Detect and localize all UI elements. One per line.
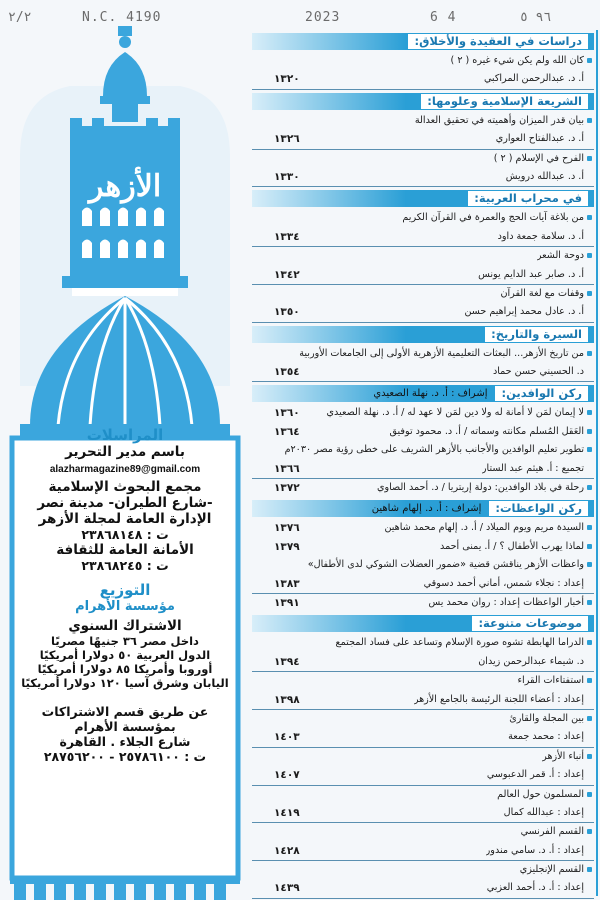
section-title: ركن الواعظات: bbox=[489, 501, 588, 516]
article-author: تجميع : أ. هيثم عبد الستار bbox=[481, 462, 584, 474]
article-author: إعداد : محمد جمعة bbox=[508, 731, 584, 743]
page-number: ١٣٣٠ bbox=[274, 170, 300, 183]
contact-info bbox=[12, 426, 238, 764]
section-heading bbox=[252, 500, 594, 517]
article-title: من تاريخ الأزهر... البعثات التعليمية الأزهرية الأولى إلى الجامعات الأوربية bbox=[299, 347, 584, 359]
address-line: -شارع الطيران- مدينة نصر bbox=[37, 495, 213, 511]
archive-mark: ٩٦ ٥ bbox=[520, 10, 552, 25]
page-number: ١٣٢٦ bbox=[274, 133, 300, 146]
page-number: ١٣٨٣ bbox=[274, 577, 300, 590]
section-heading bbox=[252, 615, 594, 632]
article-title-row bbox=[252, 285, 594, 303]
article-author: إعداد : أ. د. أحمد العزبي bbox=[486, 882, 584, 894]
article-author: إعداد : أعضاء اللجنة الرئيسة بالجامع الأزهر bbox=[413, 693, 584, 705]
section-title: في محراب العربية: bbox=[468, 191, 588, 206]
page-number: ١٣٥٤ bbox=[274, 366, 300, 379]
article-author: إعداد : نجلاء شمس، أماني أحمد دسوقي bbox=[423, 577, 584, 589]
article-author-row bbox=[252, 879, 594, 898]
article-title-row bbox=[252, 594, 594, 612]
address-line: مجمع البحوث الإسلامية bbox=[48, 479, 202, 495]
page-number: ١٣٩٤ bbox=[274, 655, 300, 668]
page-number: ١٣٩١ bbox=[274, 596, 300, 609]
page-number: ١٣٤٢ bbox=[274, 268, 300, 281]
article-author: أ. د. عبدالله درويش bbox=[505, 170, 584, 182]
article-title-row bbox=[252, 209, 594, 227]
article-author-row bbox=[252, 363, 594, 382]
article-title: القسم الإنجليزي bbox=[519, 864, 584, 876]
toc-side-rule bbox=[596, 30, 598, 896]
section-heading bbox=[252, 190, 594, 207]
email-address: alazharmagazine89@gmail.com bbox=[49, 464, 201, 475]
archive-mark: ٢/٢ bbox=[8, 10, 32, 25]
page-number: ١٣٢٠ bbox=[274, 73, 300, 86]
page-number: ١٣٧٢ bbox=[274, 482, 300, 495]
correspondence-heading: المراسلات bbox=[86, 426, 164, 444]
article-title: أنباء الأزهر bbox=[542, 750, 584, 762]
section-title: الشريعة الإسلامية وعلومها: bbox=[421, 94, 588, 109]
article-title: العَقل المُسلم مكانته وسماته / أ. د. محمود توفيق bbox=[389, 425, 584, 437]
article-title: المسلمون حول العالم bbox=[497, 788, 584, 800]
article-title-row bbox=[252, 748, 594, 766]
article-author-row bbox=[252, 653, 594, 672]
article-author-row bbox=[252, 303, 594, 322]
page-number: ١٣٣٤ bbox=[274, 230, 300, 243]
page-number: ١٣٧٦ bbox=[274, 522, 300, 535]
article-author-row bbox=[252, 804, 594, 823]
article-title-row bbox=[252, 345, 594, 363]
page-number: ١٤٢٨ bbox=[274, 844, 300, 857]
article-title: أخبار الواعظات إعداد : روان محمد يس bbox=[428, 596, 584, 608]
article-title: لماذا يهرب الأطفال ؟ / أ. يمنى أحمد bbox=[440, 540, 584, 552]
article-title: كان الله ولم يكن شيء غيره ( ٢ ) bbox=[450, 55, 584, 66]
article-title: لا إيمان لمَن لا أمانة له ولا دين لمَن لا عهد له / أ. د. نهلة الصعيدي bbox=[326, 407, 584, 419]
article-author-row bbox=[252, 766, 594, 785]
secretariat-name: الأمانة العامة للثقافة bbox=[56, 542, 194, 558]
article-title: استفتاءات القراء bbox=[517, 675, 584, 687]
subscription-heading: الاشتراك السنوي bbox=[68, 618, 182, 634]
article-title-row bbox=[252, 404, 594, 422]
page-number: ١٤٣٩ bbox=[274, 882, 300, 895]
section-heading bbox=[252, 326, 594, 343]
article-title-row bbox=[252, 519, 594, 537]
article-title-row bbox=[252, 556, 594, 574]
article-title: القسم الفرنسي bbox=[520, 826, 584, 838]
page-number: ١٤٠٣ bbox=[274, 731, 300, 744]
article-title: دوحة الشعر bbox=[536, 250, 584, 262]
article-author-row bbox=[252, 130, 594, 149]
article-title-row bbox=[252, 538, 594, 556]
article-title-row bbox=[252, 861, 594, 879]
section-supervisor: إشراف : أ. د. إلهام شاهين bbox=[371, 503, 482, 515]
page-number: ١٣٦٤ bbox=[274, 425, 300, 438]
article-title: رحلة في بلاد الوافدين: دولة إريتريا / د. أحمد الصاوي bbox=[376, 482, 584, 494]
page-number: ١٣٦٦ bbox=[274, 462, 300, 475]
article-author: إعداد : أ. قمر الدعبوسي bbox=[486, 769, 584, 781]
section-heading bbox=[252, 93, 594, 110]
table-of-contents bbox=[252, 30, 594, 896]
correspondence-name: باسم مدير التحرير bbox=[65, 444, 185, 460]
section-title: ركن الوافدين: bbox=[495, 386, 588, 401]
article-title-row bbox=[252, 823, 594, 841]
archive-mark: 6 4 bbox=[430, 10, 457, 25]
page-number: ١٤١٩ bbox=[274, 806, 300, 819]
article-author-row bbox=[252, 228, 594, 247]
article-title-row bbox=[252, 247, 594, 265]
article-title-row bbox=[252, 441, 594, 459]
article-author: إعداد : عبدالله كمال bbox=[503, 806, 584, 818]
subscription-line: اليابان وشرق آسيا ١٢٠ دولارا أمريكيًا bbox=[21, 676, 229, 690]
article-title-row bbox=[252, 786, 594, 804]
article-author-row bbox=[252, 728, 594, 747]
article-title-row bbox=[252, 423, 594, 441]
section-heading bbox=[252, 385, 594, 402]
article-author-row bbox=[252, 266, 594, 285]
article-author: أ. د. عبدالرحمن المراكبي bbox=[483, 73, 584, 85]
page-number: ١٣٦٠ bbox=[274, 407, 300, 420]
article-author-row bbox=[252, 691, 594, 710]
article-author-row bbox=[252, 70, 594, 89]
phone-number: ت : ٢٥٧٨٦١٠٠ - ٢٨٧٥٦٢٠٠ bbox=[43, 749, 207, 764]
article-author-row bbox=[252, 842, 594, 861]
mosque-banner bbox=[0, 26, 250, 900]
article-title: واعظات الأزهر يناقشن قضية «ضمور العضلات الشوكي لدى الأطفال» bbox=[307, 559, 584, 571]
distribution-heading: التوزيع bbox=[99, 581, 151, 599]
article-title: الفرح في الإسلام ( ٢ ) bbox=[493, 152, 584, 164]
article-title: السيدة مريم ويوم الميلاد / أ. د. إلهام محمد شاهين bbox=[384, 522, 584, 534]
article-title-row bbox=[252, 479, 594, 497]
article-title-row bbox=[252, 672, 594, 690]
article-author: أ. د. عادل محمد إبراهيم حسن bbox=[464, 306, 584, 318]
article-title: من بلاغة آيات الحج والعمرة في القرآن الكريم bbox=[402, 212, 584, 224]
page-number: ١٤٠٧ bbox=[274, 769, 300, 782]
section-supervisor: إشراف : أ. د. نهلة الصعيدي bbox=[373, 388, 488, 400]
article-author: د. شيماء عبدالرحمن زيدان bbox=[478, 655, 584, 667]
article-author: د. الحسيني حسن حماد bbox=[492, 366, 584, 378]
section-title: دراسات في العقيدة والأخلاق: bbox=[408, 34, 588, 49]
article-title: بيان قدر الميزان وأهميته في تحقيق العدالة bbox=[414, 114, 584, 126]
article-author: أ. د. سلامة جمعة داود bbox=[497, 230, 584, 242]
alazhar-logo: الأزهر bbox=[88, 169, 162, 204]
phone-number: ت : ٢٣٨٦٨١٤٨ bbox=[81, 527, 169, 542]
article-title-row bbox=[252, 112, 594, 130]
subscription-line: أوروبا وأمريكا ٨٥ دولارا أمريكيًا bbox=[37, 662, 213, 676]
article-author-row bbox=[252, 575, 594, 594]
article-author: أ. د. عبدالفتاح العواري bbox=[495, 133, 584, 145]
page-number: ١٣٧٩ bbox=[274, 540, 300, 553]
section-heading bbox=[252, 33, 594, 50]
subscription-line: داخل مصر ٣٦ جنيهًا مصريًا bbox=[51, 634, 199, 648]
subscriptions-via: شارع الجلاء . القاهرة bbox=[59, 734, 191, 749]
article-title-row bbox=[252, 150, 594, 168]
section-title: السيرة والتاريخ: bbox=[485, 327, 588, 342]
article-title-row bbox=[252, 710, 594, 728]
article-title: تطوير تعليم الوافدين والأجانب بالأزهر الشريف على خطى رؤية مصر ٢٠٣٠م bbox=[284, 444, 584, 456]
article-title-row bbox=[252, 634, 594, 652]
section-title: موضوعات متنوعة: bbox=[472, 616, 588, 631]
article-author-row bbox=[252, 460, 594, 479]
article-author-row bbox=[252, 168, 594, 187]
subscriptions-via: بمؤسسة الأهرام bbox=[74, 719, 176, 734]
address-line: الإدارة العامة لمجلة الأزهر bbox=[38, 511, 212, 527]
page-number: ١٣٥٠ bbox=[274, 306, 300, 319]
article-author: أ. د. صابر عبد الدايم يونس bbox=[478, 268, 584, 280]
article-author: إعداد : أ. د. سامي مندور bbox=[485, 844, 584, 856]
archive-mark: N.C. 4190 bbox=[82, 10, 162, 25]
article-title: الدراما الهابطة تشوه صورة الإسلام وتساعد على فساد المجتمع bbox=[335, 637, 584, 649]
article-title-row bbox=[252, 52, 594, 70]
archive-mark: 2023 bbox=[305, 10, 341, 25]
subscription-line: الدول العربية ٥٠ دولارا أمريكيًا bbox=[39, 648, 211, 662]
article-title: وقفات مع لغة القرآن bbox=[500, 287, 584, 299]
subscriptions-via: عن طريق قسم الاشتراكات bbox=[41, 704, 209, 719]
phone-number: ت : ٢٣٨٦٨٢٤٥ bbox=[81, 558, 169, 573]
article-title: بين المجلة والقارئ bbox=[509, 712, 584, 724]
page-number: ١٣٩٨ bbox=[274, 693, 300, 706]
distributor-name: مؤسسة الأهرام bbox=[75, 599, 175, 614]
